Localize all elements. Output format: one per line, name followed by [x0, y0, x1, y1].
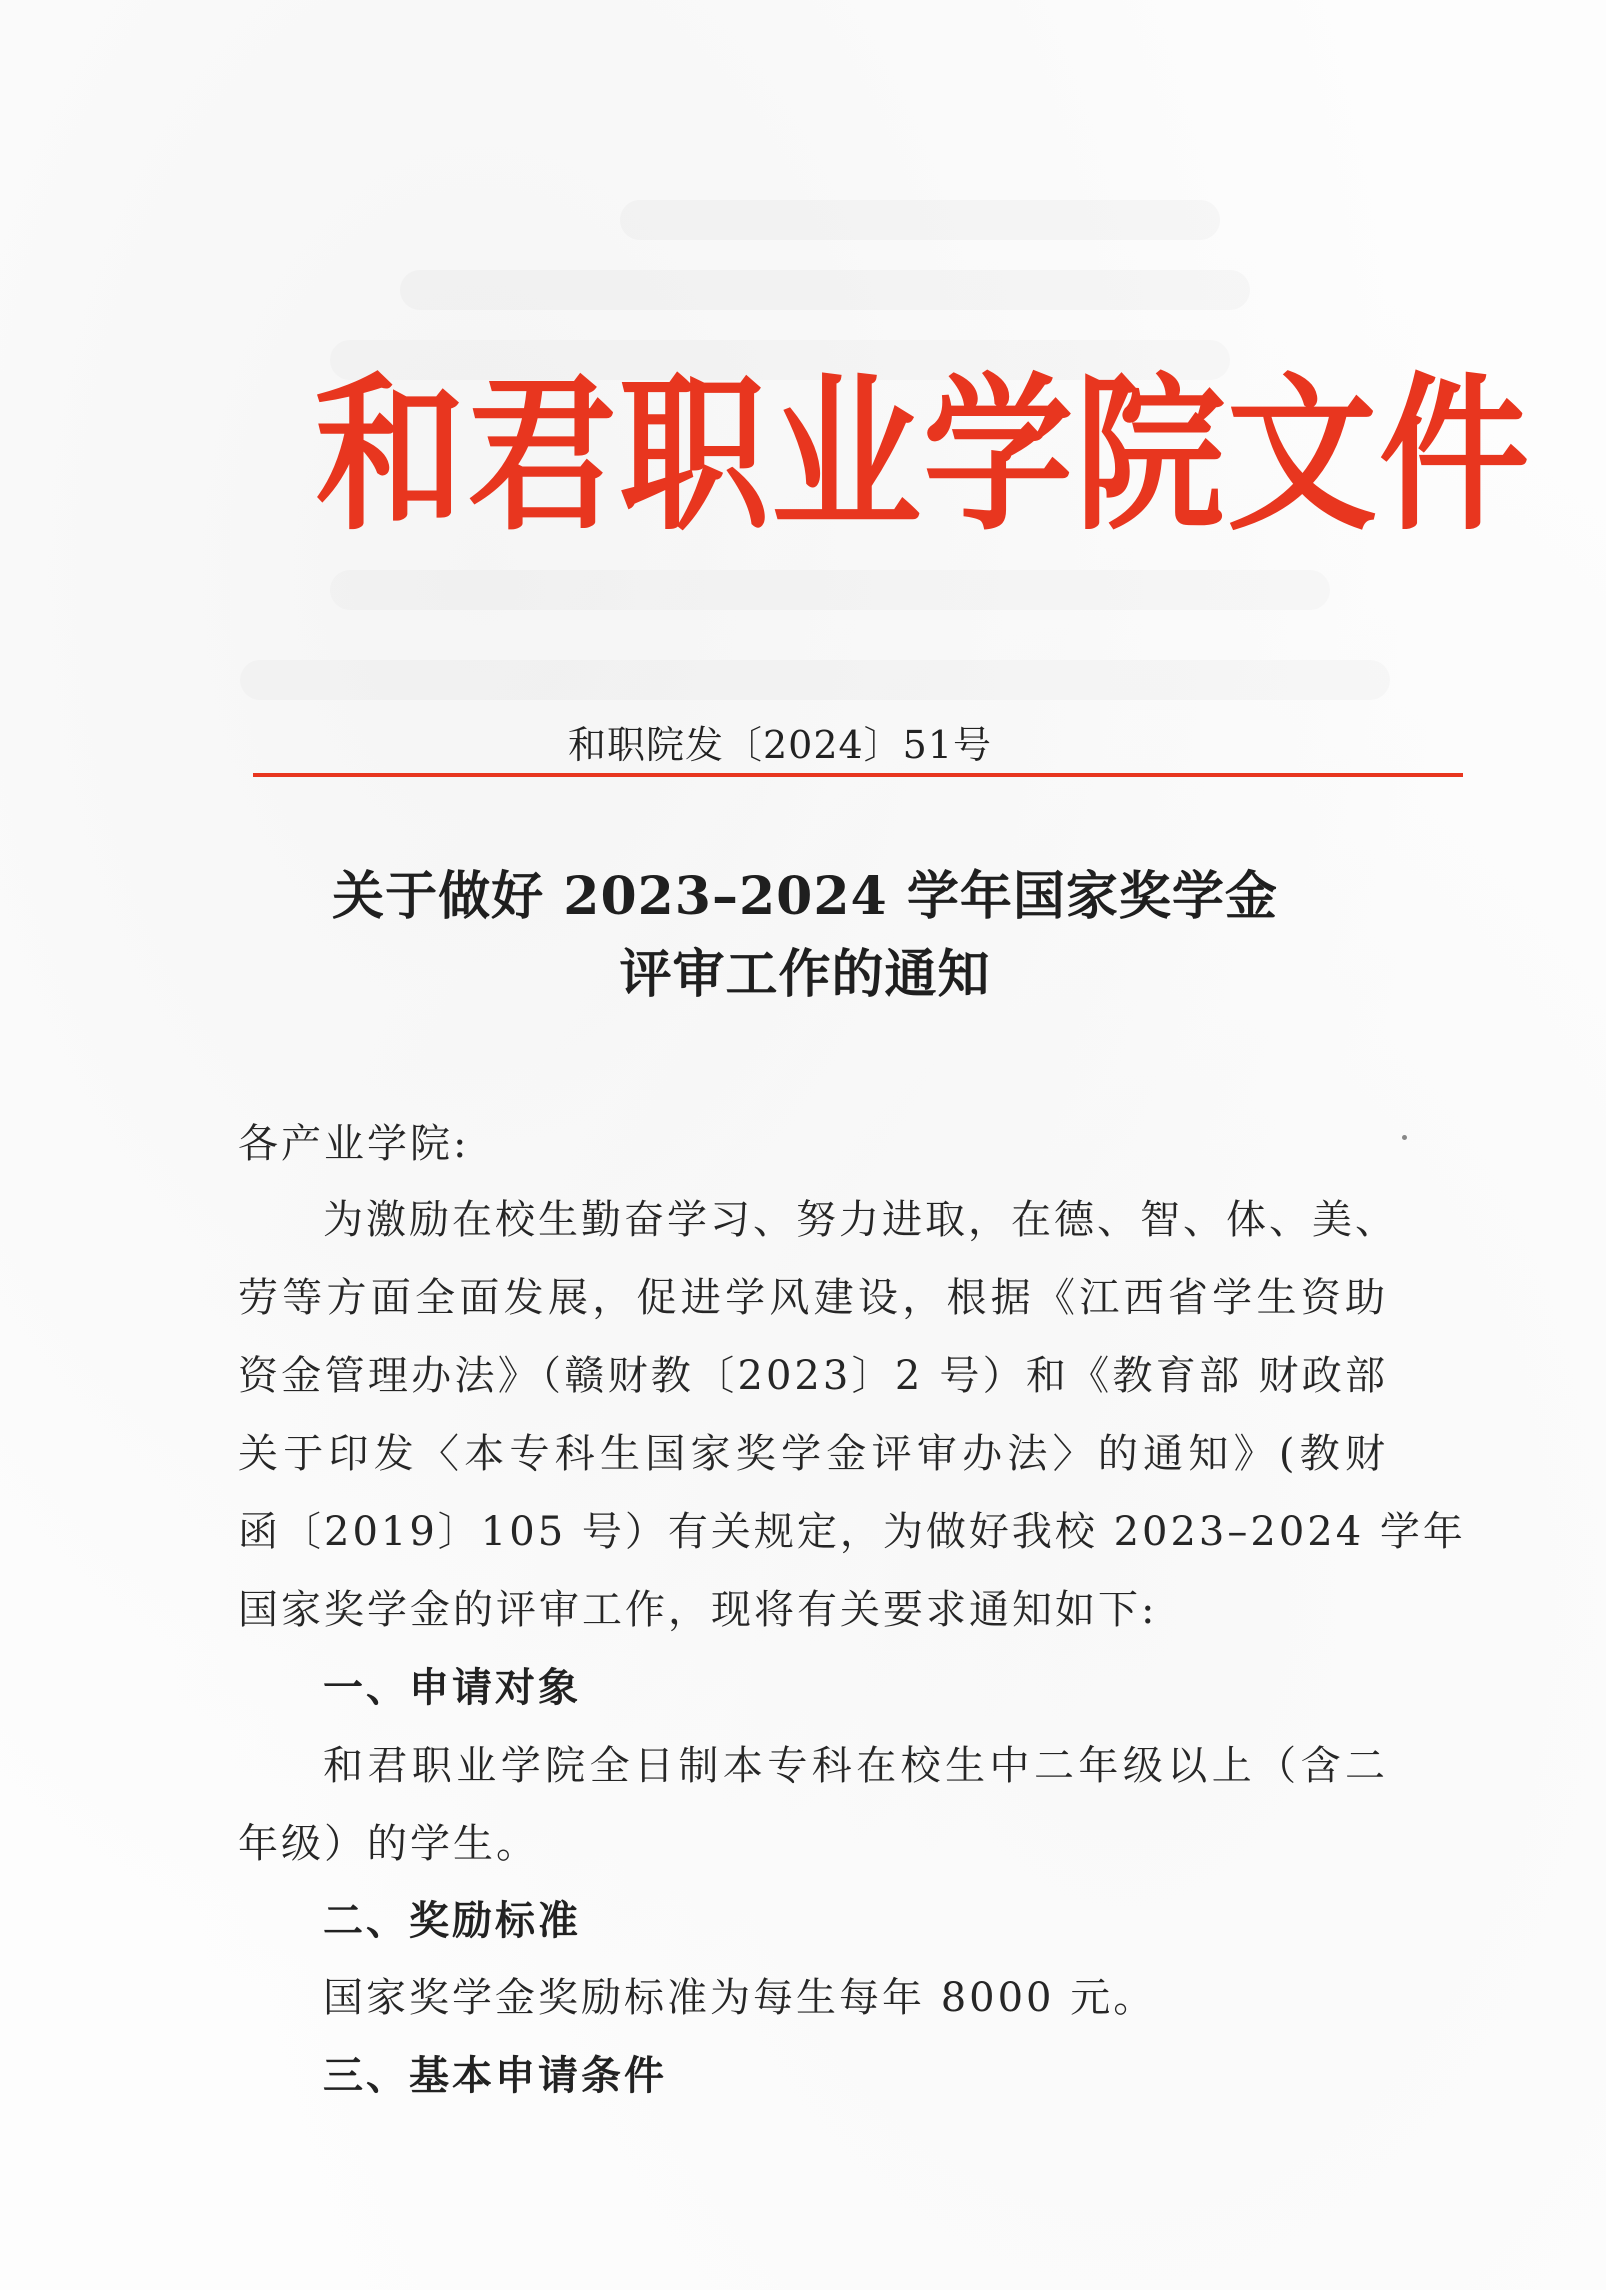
section-1-line: 年级）的学生。 [238, 1821, 539, 1867]
document-title-line-1: 关于做好 2023–2024 学年国家奖学金 [332, 866, 1278, 927]
bleed-through-shading [620, 200, 1220, 240]
intro-line: 为激励在校生勤奋学习、努力进取，在德、智、体、美、 [323, 1197, 1398, 1243]
bleed-through-shading [330, 570, 1330, 610]
bleed-through-shading [400, 270, 1250, 310]
document-title-line-2: 评审工作的通知 [619, 944, 991, 1005]
section-heading-basic-conditions: 三、基本申请条件 [323, 2053, 667, 2099]
section-1-line: 和君职业学院全日制本专科在校生中二年级以上（含二 [323, 1743, 1388, 1789]
salutation: 各产业学院: [238, 1121, 470, 1167]
intro-line: 函〔2019〕105 号）有关规定，为做好我校 2023–2024 学年 [238, 1509, 1466, 1555]
section-heading-award-standard: 二、奖励标准 [323, 1898, 581, 1944]
document-number: 和职院发〔2024〕51号 [567, 723, 993, 767]
issuer-header: 和君职业学院文件 [315, 356, 1532, 554]
section-2-text: 国家奖学金奖励标准为每生每年 8000 元。 [323, 1975, 1157, 2021]
section-heading-applicants: 一、申请对象 [323, 1665, 581, 1711]
intro-line: 国家奖学金的评审工作，现将有关要求通知如下: [238, 1587, 1158, 1633]
bleed-through-shading [240, 660, 1390, 700]
red-divider-line [253, 773, 1463, 777]
scan-speck [1402, 1135, 1407, 1140]
intro-line: 关于印发〈本专科生国家奖学金评审办法〉的通知》(教财 [238, 1431, 1388, 1477]
intro-line: 劳等方面全面发展，促进学风建设，根据《江西省学生资助 [238, 1275, 1388, 1321]
intro-line: 资金管理办法》（赣财教〔2023〕2 号）和《教育部 财政部 [238, 1353, 1388, 1399]
